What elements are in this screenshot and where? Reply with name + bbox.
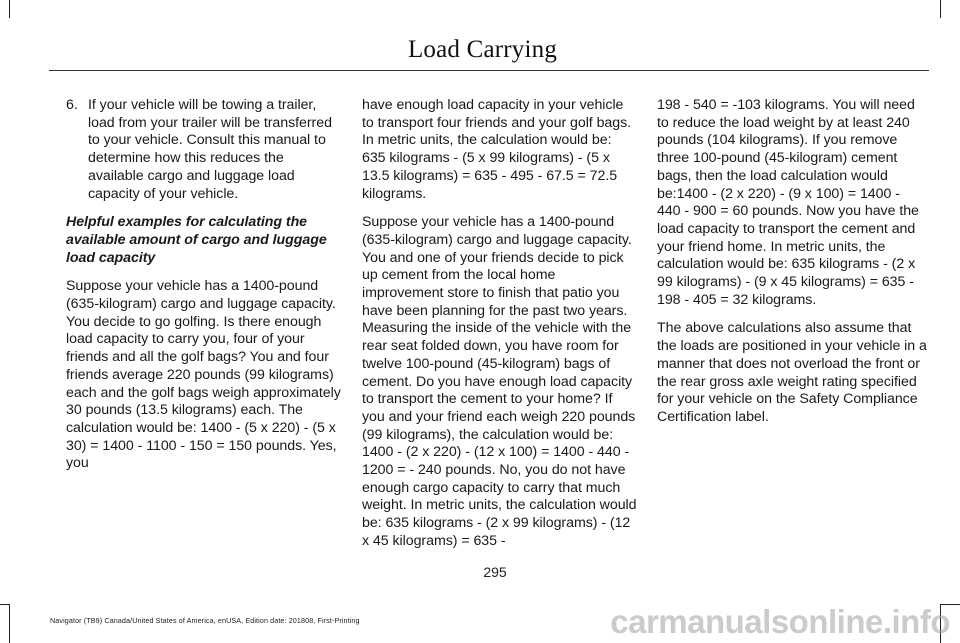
body-paragraph: 198 - 540 = -103 kilograms. You will need to reduce the load weight by at least 240 pounds (104 kilograms). If you remove three 100-pound (45-kilogram) cement bags, then the load calculation would be:1400 - (2 x 220) - (9 x 100) = 1400 - 440 - 900 = 60 pounds. Now you have the load capacity to transport the cement and your friend home. In metric units, the calculation would be: 635 kilograms - (2 x 99 kilograms) - (9 x 45 kilograms) = 635 - 198 - 405 = 32 kilograms. [657, 97, 919, 308]
crop-mark-top-right [940, 0, 941, 18]
list-item [66, 97, 342, 203]
body-paragraph: have enough load capacity in your vehicle to transport four friends and your golf bags. In metric units, the calculation would be: 635 kilograms - (5 x 99 kilograms) - (5 x 13.5 kilograms) = 635 - 495 - 67.5 = 72.5 kilograms. [362, 97, 632, 202]
list-item-number: 6. [66, 97, 78, 113]
text-column-2 [362, 97, 638, 562]
section-subheading: Helpful examples for calculating the available amount of cargo and luggage load capacity [66, 214, 327, 266]
crop-mark-bottom-left-vertical [9, 604, 10, 643]
text-column-3 [657, 97, 927, 438]
crop-mark-top-left [9, 0, 10, 18]
text-column-1 [66, 97, 342, 484]
header-divider [49, 70, 929, 71]
page-number: 295 [483, 564, 507, 580]
edition-footer: Navigator (TB9) Canada/United States of America, enUSA, Edition date: 201808, First-Printing [50, 616, 360, 625]
body-paragraph: The above calculations also assume that the loads are positioned in your vehicle in a manner that does not overload the front or the rear gross axle weight rating specified for your vehicle on the Safety Compliance Certification label. [657, 320, 927, 425]
body-paragraph: Suppose your vehicle has a 1400-pound (635-kilogram) cargo and luggage capacity. You decide to go golfing. Is there enough load capacity to carry you, four of your friends and all the golf bags? You and four friends average 220 pounds (99 kilograms) each and the golf bags weigh approximately 30 pounds (13.5 kilograms) each. The calculation would be: 1400 - (5 x 220) - (5 x 30) = 1400 - 1100 - 150 = 150 pounds. Yes, you [66, 278, 341, 472]
page-title: Load Carrying [407, 36, 558, 63]
body-paragraph: Suppose your vehicle has a 1400-pound (635-kilogram) cargo and luggage capacity. You and one of your friends decide to pick up cement from the local home improvement store to finish that patio you have been planning for the past two years. Measuring the inside of the vehicle with the rear seat folded down, you have room for twelve 100-pound (45-kilogram) bags of cement. Do you have enough load capacity to transport the cement to your home? If you and your friend each weigh 220 pounds (99 kilograms), the calculation would be: 1400 - (2 x 220) - (12 x 100) = 1400 - 440 - 1200 = - 240 pounds. No, you do not have enough cargo capacity to carry that much weight. In metric units, the calculation would be: 635 kilograms - (2 x 99 kilograms) - (12 x 45 kilograms) = 635 - [362, 214, 637, 549]
watermark-logo: carmanualsonline.info [610, 603, 950, 640]
crop-mark-bottom-left-horizontal [0, 604, 10, 605]
list-item-text: If your vehicle will be towing a trailer, load from your trailer will be transferred to your vehicle. Consult this manual to determine how this reduces the available cargo and luggage load capacity of your vehicle. [88, 97, 332, 202]
